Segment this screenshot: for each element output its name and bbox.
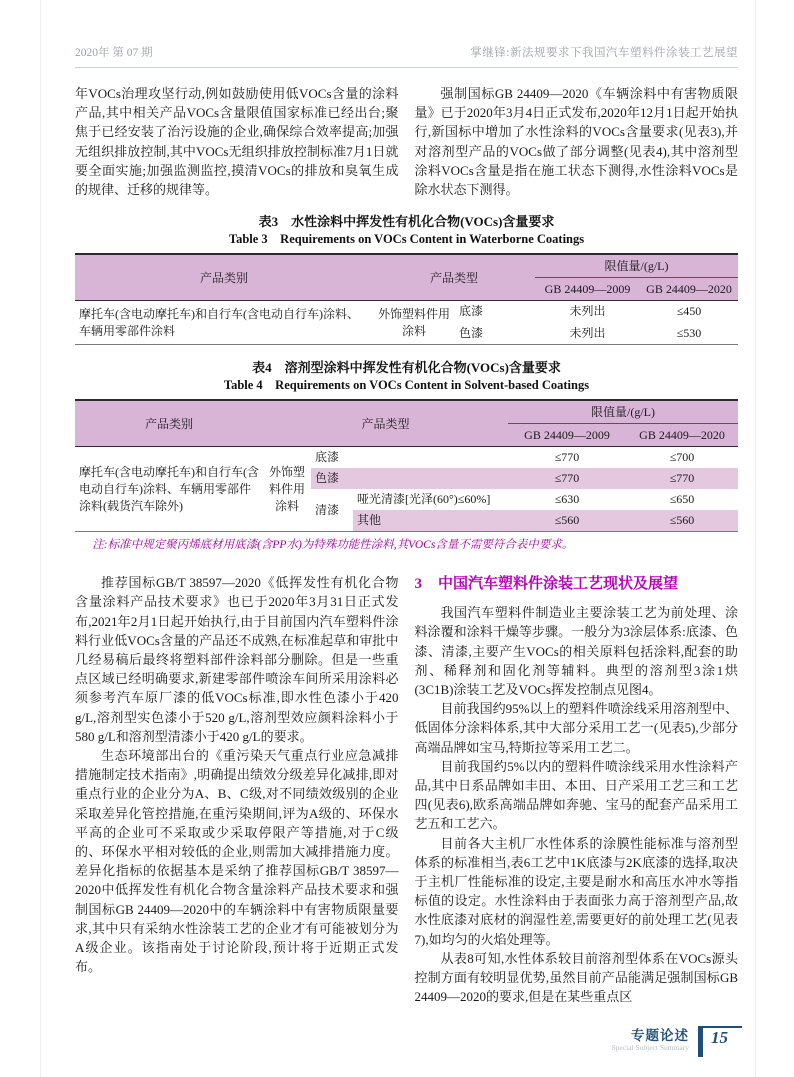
table3-header-gb2020: GB 24409—2020	[640, 278, 738, 301]
footer-section-label-zh: 专题论述	[631, 1028, 689, 1043]
main-columns	[75, 573, 738, 1006]
page-number: 15	[711, 1028, 728, 1047]
table4-header-limit: 限值量/(g/L)	[508, 400, 738, 424]
table4-title-zh: 表4 溶剂型涂料中挥发性有机化合物(VOCs)含量要求	[252, 360, 561, 376]
table3-gb2009-value: 未列出	[569, 325, 606, 340]
body-paragraph: 从表8可知,水性体系较目前溶剂型体系在VOCs源头控制方面有较明显优势,虽然目前产品能满足强制国标GB 24409—2020的要求,但是在某些重点区	[414, 950, 738, 1005]
table4-paint-cell: 底漆	[315, 450, 340, 465]
footer-section-label-en: Special Subject Summary	[611, 1043, 689, 1052]
table3	[75, 253, 738, 345]
page-footer	[612, 1026, 743, 1057]
table-row	[75, 301, 738, 323]
table4-gb2020-value: ≤770	[626, 468, 738, 489]
table4-gb2009-value: ≤630	[554, 492, 580, 507]
table4-note: 注:标准中规定聚丙烯底材用底漆(含PP水)为特殊功能性涂料,其VOCs含量不需要符合表中要求。	[92, 539, 574, 552]
table3-header-gb2009: GB 24409—2009	[535, 278, 640, 301]
table4-title-en: Table 4 Requirements on VOCs Content in Solvent-based Coatings	[223, 378, 590, 393]
table4-header-gb2020: GB 24409—2020	[626, 424, 738, 447]
table4-gb2009-value: ≤770	[508, 468, 626, 489]
main-left-column	[75, 573, 399, 1006]
body-paragraph: 目前我国约95%以上的塑料件喷涂线采用溶剂型中、低固体分涂料体系,其中大部分采用工艺一(见表5),少部分高端品牌如宝马,特斯拉等采用工艺二。	[414, 701, 738, 755]
body-paragraph: 目前我国约5%以内的塑料件喷涂线采用水性涂料产品,其中日系品牌如丰田、本田、日产采用工艺三和工艺四(见表6),欧系高端品牌如奔驰、宝马的配套产品采用工艺五和工艺六。	[414, 758, 738, 832]
section-title: 中国汽车塑料件涂装工艺现状及展望	[438, 576, 679, 593]
table3-type-group-cell: 外饰塑料件用涂料	[377, 306, 450, 338]
body-paragraph: 生态环境部出台的《重污染天气重点行业应急减排措施制定技术指南》,明确提出绩效分级差异化减排,即对重点行业的企业分为A、B、C级,对不同绩效级别的企业采取差异化管控措施,在重污染期间,评为A级的、环保水平高的企业可不采取或少采取停限产等措施,对于C级的、环保水平相对较低的企业,则需加大减排措施力度。差异化指标的依据基本是采纳了推荐国标GB/T 38597—2020中低挥发性有机化合物含量涂料产品技术要求和强制国标GB 24409—2020中的车辆涂料中有害物质限量要求,其中只有采纳水性涂装工艺的企业才有可能被划分为A级企业。该指南处于讨论阶段,预计将于近期正式发布。	[75, 748, 399, 975]
issue-label: 2020年 第 07 期	[75, 47, 153, 59]
table3-header-limit: 限值量/(g/L)	[535, 254, 738, 278]
table4	[75, 399, 738, 532]
table4-subtype-cell: 其他	[353, 510, 508, 532]
table4-paint-cell: 色漆	[311, 468, 508, 489]
table3-paint-cell: 色漆	[459, 325, 484, 340]
main-right-column	[415, 573, 739, 1006]
footer-labels	[612, 1026, 699, 1053]
table4-header-category: 产品类别	[75, 400, 263, 447]
table4-block	[75, 359, 738, 553]
body-paragraph: 我国汽车塑料件制造业主要涂装工艺为前处理、涂料涂覆和涂料干燥等步骤。一般分为3涂层体系:底漆、色漆、清漆,主要产生VOCs的相关原料包括涂料,配套的助剂、稀释剂和固化剂等辅料。典型的溶剂型3涂1烘(3C1B)涂装工艺及VOCs挥发控制点见图4。	[414, 605, 738, 698]
body-paragraph: 目前各大主机厂水性体系的涂膜性能标准与溶剂型体系的标准相当,表6工艺中1K底漆与2K底漆的选择,取决于主机厂性能标准的设定,主要是耐水和高压水冲水等指标值的设定。水性涂料由于表面张力高于溶剂型产品,故水性底漆对底材的润湿性差,需要更好的前处理工艺(见表7),如均匀的火焰处理等。	[414, 835, 738, 947]
table3-gb2009-value: 未列出	[569, 304, 606, 319]
table3-gb2020-value: ≤450	[676, 304, 702, 319]
table4-category-cell: 摩托车(含电动摩托车)和自行车(含电动自行车)涂料、车辆用零部件涂料(载货汽车除外)	[79, 464, 259, 513]
intro-right-column	[415, 84, 739, 199]
running-title: 掌继锋:新法规要求下我国汽车塑料件涂装工艺展望	[470, 47, 738, 59]
table4-paint-cell: 清漆	[315, 502, 340, 517]
table4-gb2009-value: ≤770	[554, 450, 580, 465]
table3-block	[75, 213, 738, 345]
running-header	[75, 44, 738, 68]
table3-header-type: 产品类型	[373, 254, 535, 301]
table4-gb2020-value: ≤650	[669, 492, 695, 507]
section-heading	[415, 573, 739, 595]
intro-left-column	[75, 84, 399, 199]
intro-right-paragraph: 强制国标GB 24409—2020《车辆涂料中有害物质限量》已于2020年3月4日正式发布,2020年12月1日起开始执行,新国标中增加了水性涂料的VOCs含量要求(见表3),并对溶剂型产品的VOCs做了部分调整(见表4),其中溶剂型涂料VOCs含量是指在施工状态下测得,水性涂料VOCs是除水状态下测得。	[414, 86, 738, 198]
table4-gb2020-value: ≤700	[669, 450, 695, 465]
intro-left-paragraph: 年VOCs治理攻坚行动,例如鼓励使用低VOCs含量的涂料产品,其中相关产品VOCs含量限值国家标准已经出台;聚焦于已经安装了治污设施的企业,确保综合效率提高;加强无组织排放控制,其中VOCs无组织排放控制标准7月1日就要全面实施;加强监测监控,摸清VOCs的排放和臭氧生成的规律、迁移的规律等。	[75, 86, 399, 198]
table4-subtype-cell: 哑光清漆[光泽(60°)≤60%]	[357, 492, 491, 507]
page-number-box	[698, 1026, 742, 1057]
body-paragraph: 推荐国标GB/T 38597—2020《低挥发性有机化合物含量涂料产品技术要求》也已于2020年3月31日正式发布,2021年2月1日起开始执行,由于目前国内汽车塑料件涂料行业低VOCs含量的产品还不成熟,在标准起草和审批中几经易稿后最终将塑料部件涂料部分删除。但是一些重点区域已经明确要求,新建零部件喷涂车间所采用涂料必须参考汽车原厂漆的低VOCs标准,即水性色漆小于420 g/L,溶剂型实色漆小于520 g/L,溶剂型效应颜料涂料小于580 g/L和溶剂型清漆小于420 g/L的要求。	[75, 575, 399, 744]
table3-category-cell: 摩托车(含电动摩托车)和自行车(含电动自行车)涂料、车辆用零部件涂料	[79, 306, 359, 338]
table3-header-category: 产品类别	[75, 254, 373, 301]
table4-header-gb2009: GB 24409—2009	[508, 424, 626, 447]
section-number: 3	[414, 576, 422, 593]
table-row	[75, 447, 738, 469]
table4-type-group-cell: 外饰塑料件用涂料	[268, 464, 305, 513]
table3-gb2020-value: ≤530	[676, 325, 702, 340]
table3-title-en: Table 3 Requirements on VOCs Content in Waterborne Coatings	[228, 232, 585, 247]
table3-title-zh: 表3 水性涂料中挥发性有机化合物(VOCs)含量要求	[258, 214, 555, 230]
table4-header-type: 产品类型	[263, 400, 508, 447]
table4-gb2009-value: ≤560	[508, 510, 626, 532]
intro-columns	[75, 84, 738, 199]
table4-gb2020-value: ≤560	[626, 510, 738, 532]
table3-paint-cell: 底漆	[459, 304, 484, 319]
